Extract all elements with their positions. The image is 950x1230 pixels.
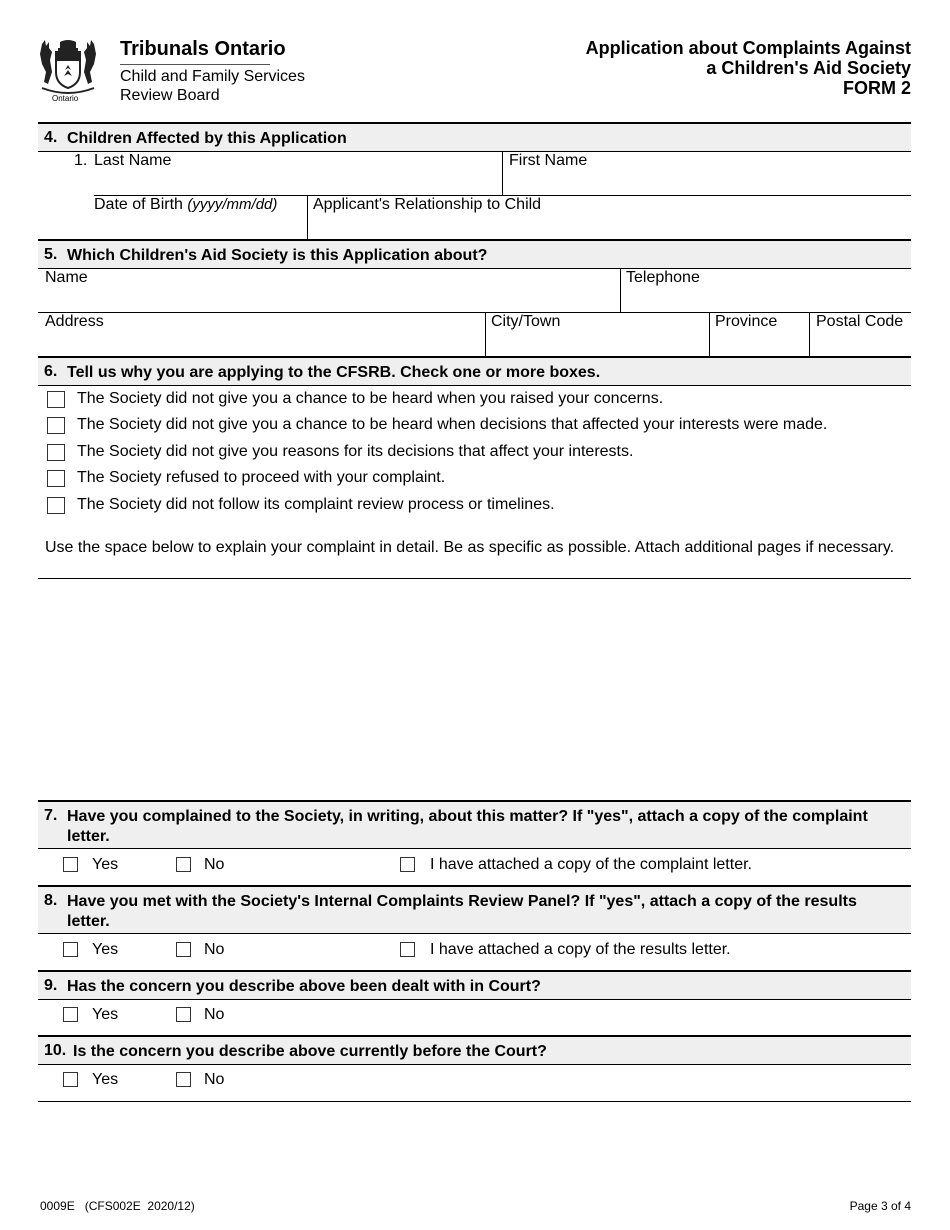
- relationship-label: Applicant's Relationship to Child: [313, 196, 542, 213]
- org-name-underline: [120, 64, 270, 65]
- section-title: Have you met with the Society's Internal Complaints Review Panel? If "yes", attach a copy of the results letter.: [67, 893, 857, 930]
- org-name: Tribunals Ontario: [120, 38, 286, 60]
- section-9-header: [38, 970, 911, 1000]
- q10-yes-label: Yes: [92, 1071, 119, 1088]
- reason-label: The Society refused to proceed with your complaint.: [77, 469, 446, 486]
- form-title-line-2: a Children's Aid Society: [706, 58, 911, 78]
- section-number: 4.: [44, 129, 58, 146]
- section-6-header: [38, 356, 911, 386]
- section-4-header: [38, 122, 911, 152]
- section-number: 6.: [44, 363, 58, 380]
- province-field[interactable]: [710, 313, 809, 356]
- first-name-label: First Name: [509, 152, 588, 169]
- board-line-2: Review Board: [120, 87, 220, 104]
- q10-no-label: No: [204, 1071, 225, 1088]
- q7-yes-checkbox[interactable]: [63, 857, 78, 872]
- reason-option: [47, 390, 907, 410]
- page-number: Page 3 of 4: [849, 1199, 911, 1213]
- q7-no-label: No: [204, 856, 225, 873]
- section-7-header: [38, 800, 911, 849]
- last-name-field[interactable]: [94, 152, 502, 195]
- section-number: 10.: [44, 1042, 67, 1059]
- section-10-header: [38, 1035, 911, 1065]
- reason-checkbox[interactable]: [47, 497, 65, 514]
- q9-no-checkbox[interactable]: [176, 1007, 191, 1022]
- postal-code-label: Postal Code: [816, 313, 904, 330]
- section-5-header: [38, 239, 911, 269]
- first-name-field[interactable]: [503, 152, 911, 195]
- province-label: Province: [715, 313, 778, 330]
- form-title-line-1: Application about Complaints Against: [585, 38, 911, 58]
- board-line-1: Child and Family Services: [120, 68, 305, 85]
- q8-attached-checkbox[interactable]: [400, 942, 415, 957]
- date-of-birth-field[interactable]: [94, 196, 307, 239]
- section-number: 8.: [44, 892, 58, 909]
- q10-yes-checkbox[interactable]: [63, 1072, 78, 1087]
- last-name-label: Last Name: [94, 152, 172, 169]
- q8-yes-checkbox[interactable]: [63, 942, 78, 957]
- form-code: 0009E (CFS002E 2020/12): [40, 1199, 195, 1213]
- dob-label: [94, 196, 277, 214]
- section-8-header: [38, 885, 911, 934]
- reason-option: [47, 496, 907, 516]
- q7-yes-label: Yes: [92, 856, 119, 873]
- society-name-field[interactable]: [38, 269, 620, 312]
- name-label: Name: [45, 269, 88, 286]
- q8-no-checkbox[interactable]: [176, 942, 191, 957]
- address-label: Address: [45, 313, 104, 330]
- dob-text: Date of Birth: [94, 196, 183, 213]
- section-title: Is the concern you describe above currently before the Court?: [73, 1043, 547, 1060]
- relationship-field[interactable]: [308, 196, 911, 239]
- q9-yes-label: Yes: [92, 1006, 119, 1023]
- divider: [38, 1101, 911, 1102]
- form-number: FORM 2: [842, 78, 911, 98]
- ontario-logo: [36, 38, 100, 104]
- city-field[interactable]: [486, 313, 709, 356]
- q8-no-label: No: [204, 941, 225, 958]
- section-title: Tell us why you are applying to the CFSRB. Check one or more boxes.: [67, 364, 601, 381]
- telephone-label: Telephone: [626, 269, 700, 286]
- logo-caption: Ontario: [52, 94, 79, 103]
- city-label: City/Town: [491, 313, 561, 330]
- section-number: 5.: [44, 246, 58, 263]
- q7-no-checkbox[interactable]: [176, 857, 191, 872]
- telephone-field[interactable]: [621, 269, 911, 312]
- section-number: 9.: [44, 977, 58, 994]
- section-title: Have you complained to the Society, in writing, about this matter? If "yes", attach a copy of the complaint letter.: [67, 808, 868, 845]
- q7-attached-label: I have attached a copy of the complaint letter.: [430, 856, 752, 873]
- q7-attached-checkbox[interactable]: [400, 857, 415, 872]
- row-number: 1.: [74, 152, 88, 169]
- reason-label: The Society did not follow its complaint review process or timelines.: [77, 496, 555, 513]
- section-title: Which Children's Aid Society is this Application about?: [67, 247, 488, 264]
- reason-label: The Society did not give you a chance to be heard when decisions that affected your interests were made.: [77, 416, 828, 433]
- q8-attached-label: I have attached a copy of the results letter.: [430, 941, 731, 958]
- dob-format: (yyyy/mm/dd): [187, 196, 278, 213]
- section-title: Has the concern you describe above been dealt with in Court?: [67, 978, 541, 995]
- q9-yes-checkbox[interactable]: [63, 1007, 78, 1022]
- address-field[interactable]: [38, 313, 485, 356]
- reason-checkbox[interactable]: [47, 470, 65, 487]
- complaint-instructions: Use the space below to explain your complaint in detail. Be as specific as possible. Attach additional pages if necessary.: [45, 539, 895, 556]
- reason-checkbox[interactable]: [47, 417, 65, 434]
- reason-checkbox[interactable]: [47, 444, 65, 461]
- postal-code-field[interactable]: [810, 313, 911, 356]
- reason-label: The Society did not give you a chance to be heard when you raised your concerns.: [77, 390, 664, 407]
- form-title: [586, 38, 911, 98]
- q8-yes-label: Yes: [92, 941, 119, 958]
- section-number: 7.: [44, 807, 58, 824]
- reason-option: [47, 416, 907, 436]
- section-title: Children Affected by this Application: [67, 130, 347, 147]
- reason-checkbox[interactable]: [47, 391, 65, 408]
- reason-label: The Society did not give you reasons for its decisions that affect your interests.: [77, 443, 634, 460]
- q9-no-label: No: [204, 1006, 225, 1023]
- reason-option: [47, 469, 907, 489]
- complaint-details-area[interactable]: [38, 579, 911, 799]
- reason-option: [47, 443, 907, 463]
- q10-no-checkbox[interactable]: [176, 1072, 191, 1087]
